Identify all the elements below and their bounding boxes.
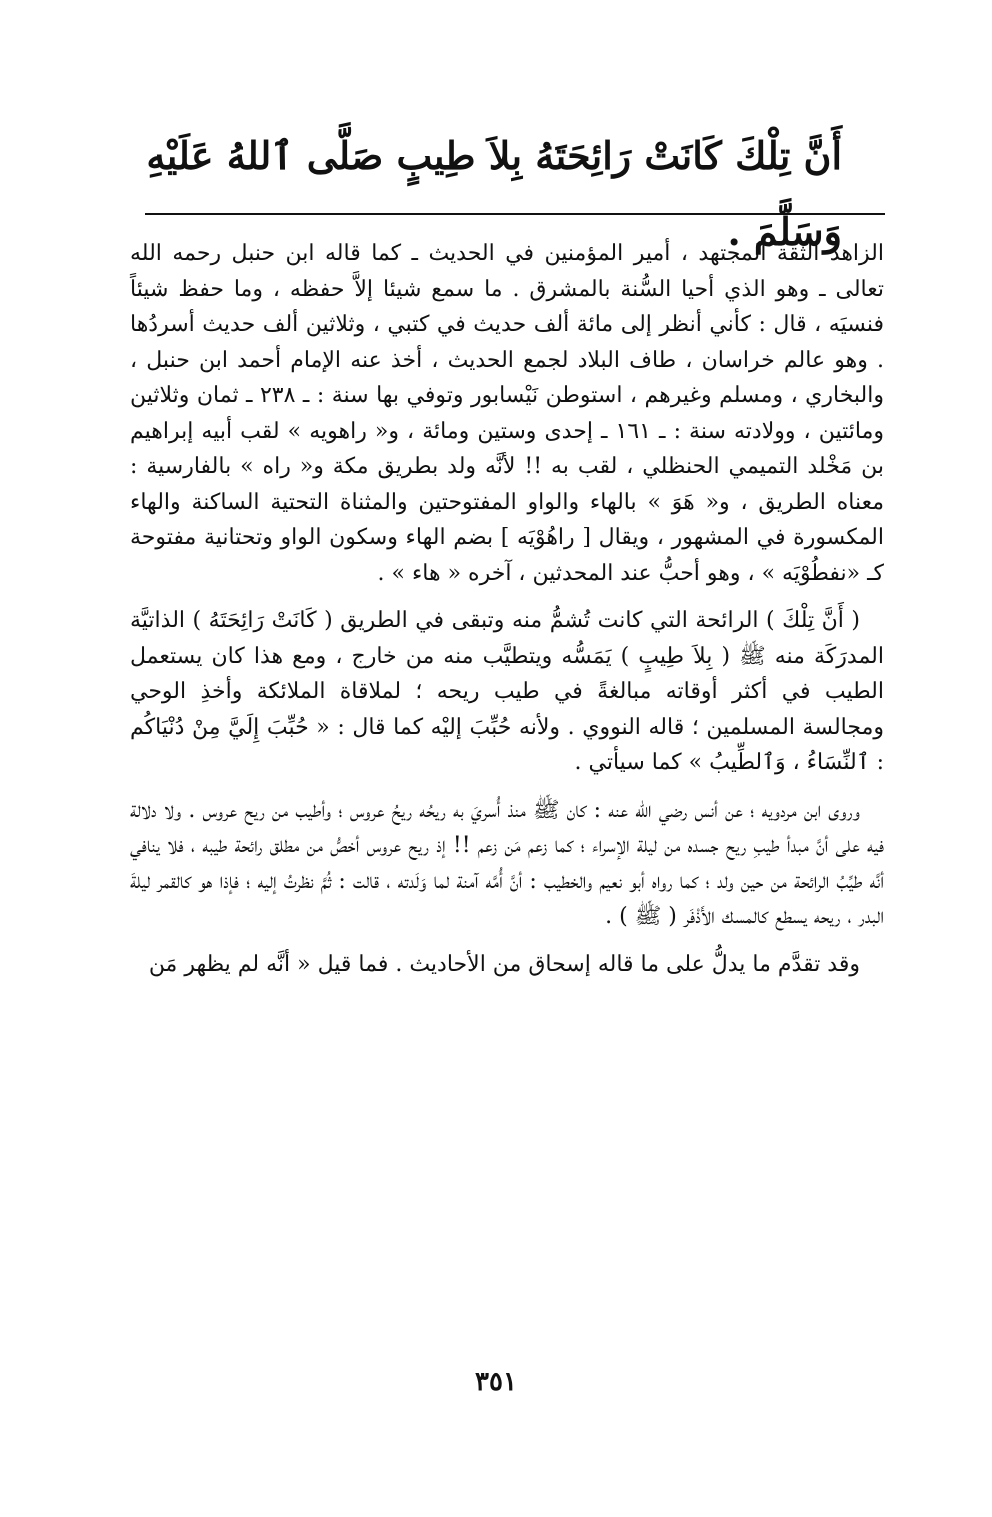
page-number: ٣٥١ <box>475 1367 517 1397</box>
commentary-paragraph-4: وقد تقدَّم ما يدلُّ على ما قاله إسحاق من الأحاديث . فما قيل « أنَّه لم يظهر مَن <box>148 951 860 977</box>
commentary-body <box>130 236 884 982</box>
footnote-separator-rule <box>145 213 885 215</box>
commentary-paragraph-2: ( أَنَّ تِلْكَ ) الرائحة التي كانت تُشمُّ منه وتبقى في الطريق ( كَانَتْ رَائِحَتَهُ ) الذاتيَّة المدرَكَة منه ﷺ ( بِلاَ طِيبٍ ) يَمَسُّه ويتطيَّب منه من خارج ، ومع هذا كان يستعمل الطيب في أكثر أوقاته مبالغةً في طيب ريحه ؛ لملاقاة الملائكة وأخذِ الوحي ومجالسة المسلمين ؛ قاله النووي . ولأنه حُبِّبَ إليْه كما قال : « حُبِّبَ إِلَيَّ مِنْ دُنْيَاكُم : ٱلنِّسَاءُ ، وَٱلطِّيبُ » كما سيأتي . <box>130 608 884 775</box>
main-text-line: أَنَّ تِلْكَ كَانَتْ رَائِحَتَهُ بِلاَ طِيبٍ صَلَّى ٱللهُ عَلَيْهِ وَسَلَّمَ . <box>146 133 842 254</box>
commentary-paragraph-3: وروى ابن مردويه ؛ عن أنس رضي الله عنه : كان ﷺ منذ أُسريَ به ريحُه ريحُ عروس ؛ وأطيب من ريح عروس . ولا دلالة فيه على أنَّ مبدأ طيبِ ريح جسده من ليلة الإسراء ؛ كما زعم مَن زعم !! إذ ريح عروس أخصُّ من مطلق رائحة طيبه ، فلا ينافي أنَّه طيِّبُ الرائحة من حين ولد ؛ كما رواه أبو نعيم والخطيب : أنَّ أُمَّه آمنة لما وَلَدته ، قالت : ثُمَّ نظرتُ إليه ؛ فإذا هو كالقمر ليلةَ البدر ، ريحه يسطع كالمسك الأَذْفَر ( ﷺ ) . <box>130 797 884 929</box>
commentary-paragraph-1: الزاهد الثقة المجتهد ، أمير المؤمنين في الحديث ـ كما قاله ابن حنبل رحمه الله تعالى ـ وهو الذي أحيا السُّنة بالمشرق . ما سمع شيئا إلاَّ حفظه ، وما حفظ شيئاً فنسيَه ، قال : كأني أنظر إلى مائة ألف حديث في كتبي ، وثلاثين ألف حديث أسردُها . وهو عالم خراسان ، طاف البلاد لجمع الحديث ، أخذ عنه الإمام أحمد ابن حنبل ، والبخاري ، ومسلم وغيرهم ، استوطن نَيْسابور وتوفي بها سنة : ـ ٢٣٨ ـ ثمان وثلاثين ومائتين ، وولادته سنة : ـ ١٦١ ـ إحدى وستين ومائة ، و« راهويه » لقب أبيه إبراهيم بن مَخْلد التميمي الحنظلي ، لقب به !! لأنَّه ولد بطريق مكة و« راه » بالفارسية : معناه الطريق ، و« هَوَ » بالهاء والواو المفتوحتين والمثناة التحتية الساكنة والهاء المكسورة في المشهور ، ويقال [ راهُوْيَه ] بضم الهاء وسكون الواو وتحتانية مفتوحة كـ «نفطُوْيَه » ، وهو أحبُّ عند المحدثين ، آخره « هاء » . <box>130 241 884 586</box>
